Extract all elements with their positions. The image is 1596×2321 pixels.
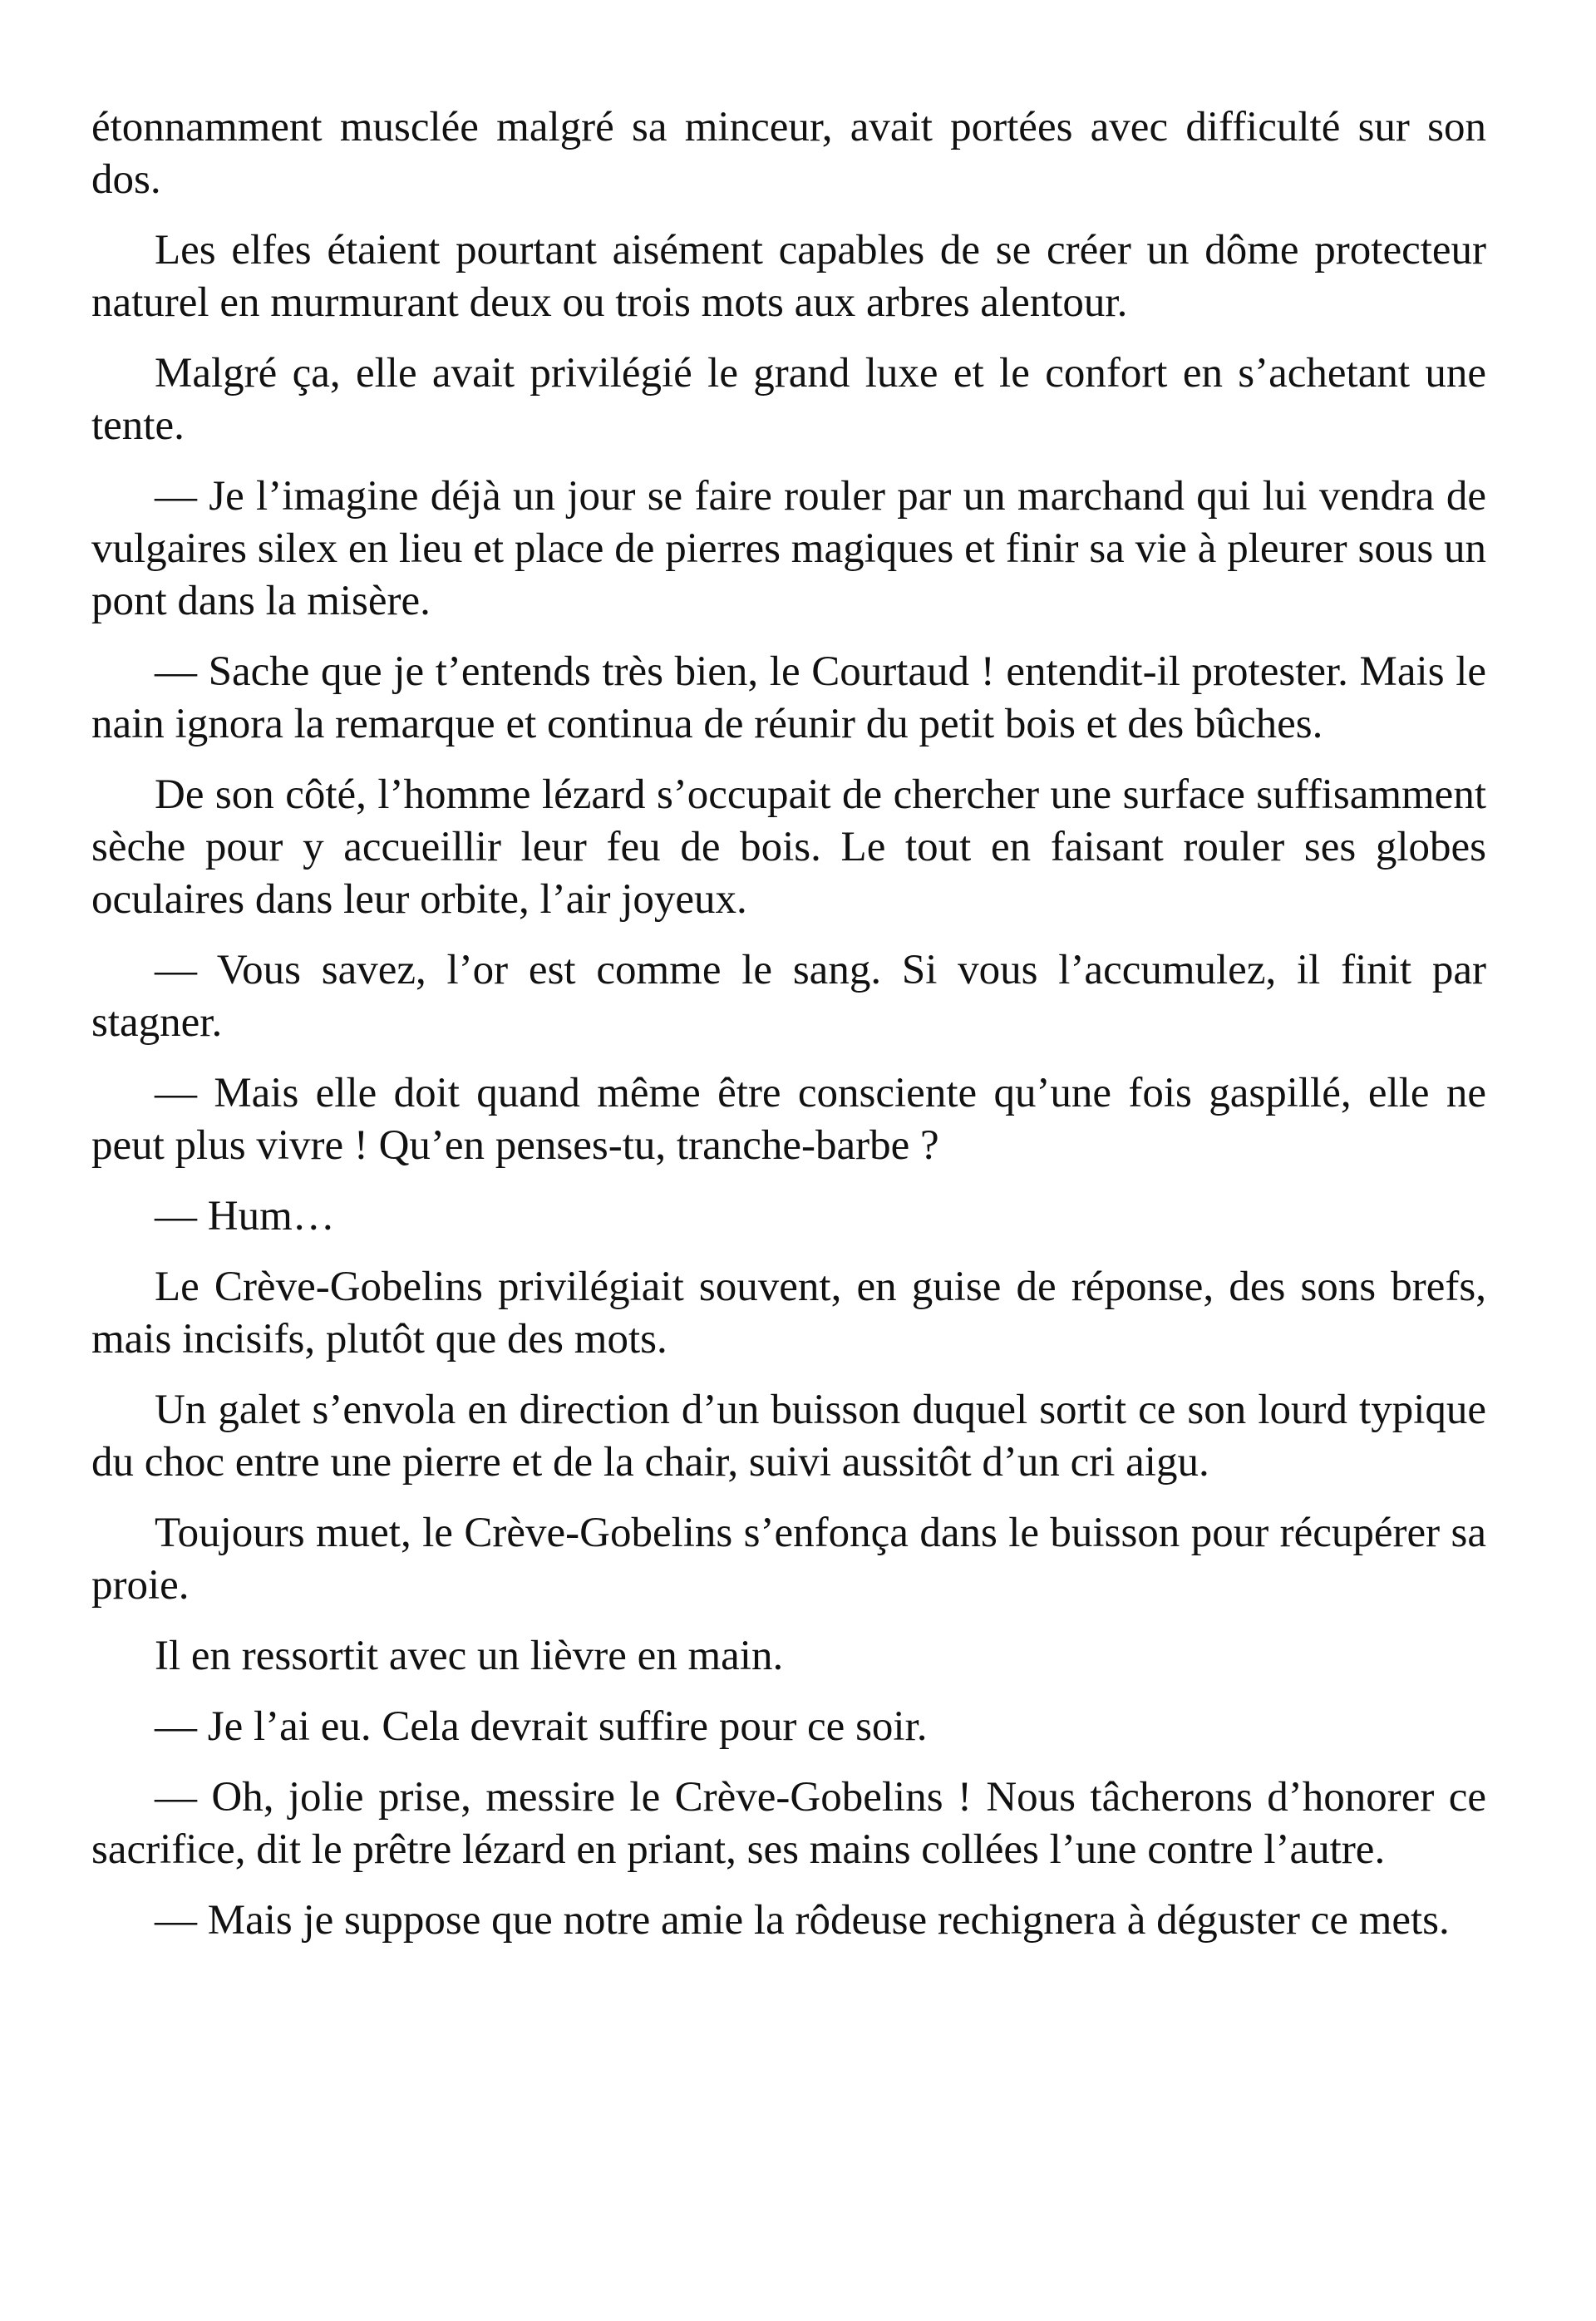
paragraph: étonnamment musclée malgré sa minceur, avait portées avec difficulté sur son dos. <box>91 104 1486 203</box>
paragraph: Malgré ça, elle avait privilégié le grand luxe et le confort en s’achetant une tente. <box>91 350 1486 449</box>
dialogue-paragraph: — Hum… <box>155 1193 335 1239</box>
paragraph: Un galet s’envola en direction d’un buisson duquel sortit ce son lourd typique du choc entre une pierre et de la chair, suivi aussitôt d’un cri aigu. <box>91 1387 1486 1486</box>
dialogue-paragraph: — Vous savez, l’or est comme le sang. Si vous l’accumulez, il finit par stagner. <box>91 947 1486 1046</box>
paragraph: Il en ressortit avec un lièvre en main. <box>155 1633 784 1679</box>
dialogue-paragraph: — Oh, jolie prise, messire le Crève-Gobelins ! Nous tâcherons d’honorer ce sacrifice, dit le prêtre lézard en priant, ses mains collées l’une contre l’autre. <box>91 1774 1486 1873</box>
dialogue-paragraph: — Mais elle doit quand même être consciente qu’une fois gaspillé, elle ne peut plus vivre ! Qu’en penses-tu, tranche-barbe ? <box>91 1070 1486 1169</box>
dialogue-paragraph: — Je l’ai eu. Cela devrait suffire pour ce soir. <box>155 1703 928 1750</box>
paragraph: Le Crève-Gobelins privilégiait souvent, en guise de réponse, des sons brefs, mais incisifs, plutôt que des mots. <box>91 1264 1486 1363</box>
paragraph: Toujours muet, le Crève-Gobelins s’enfonça dans le buisson pour récupérer sa proie. <box>91 1510 1486 1609</box>
paragraph: Les elfes étaient pourtant aisément capables de se créer un dôme protecteur naturel en murmurant deux ou trois mots aux arbres alentour. <box>91 227 1486 326</box>
dialogue-paragraph: — Sache que je t’entends très bien, le Courtaud ! entendit-il protester. Mais le nain ignora la remarque et continua de réunir du petit bois et des bûches. <box>91 648 1486 747</box>
paragraph: De son côté, l’homme lézard s’occupait de chercher une surface suffisamment sèche pour y accueillir leur feu de bois. Le tout en faisant rouler ses globes oculaires dans leur orbite, l’air joyeux. <box>91 771 1486 923</box>
dialogue-paragraph: — Mais je suppose que notre amie la rôdeuse rechignera à déguster ce mets. <box>155 1897 1450 1944</box>
book-page <box>91 101 1486 1965</box>
dialogue-paragraph: — Je l’imagine déjà un jour se faire rouler par un marchand qui lui vendra de vulgaires silex en lieu et place de pierres magiques et finir sa vie à pleurer sous un pont dans la misère. <box>91 473 1486 624</box>
